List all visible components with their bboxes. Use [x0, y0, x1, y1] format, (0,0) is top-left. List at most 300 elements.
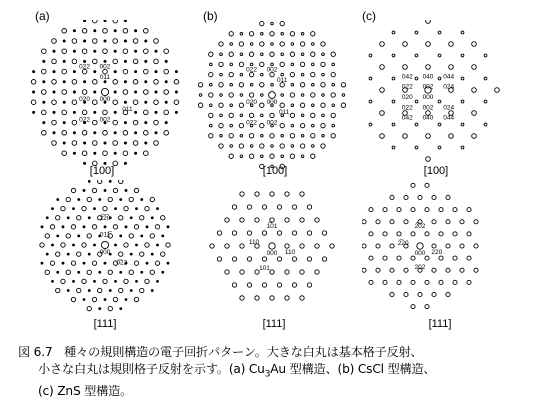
caption-text-3: (c) ZnS 型構造。: [38, 384, 133, 399]
diffraction-spot: [42, 49, 47, 54]
diffraction-spot: [390, 292, 394, 296]
diffraction-spot: [249, 134, 253, 138]
diffraction-spot: [362, 244, 366, 248]
diffraction-spot: [229, 134, 233, 138]
diffraction-spot: [315, 244, 319, 248]
diffraction-spot: [369, 280, 373, 284]
spot-index-label: 002: [99, 116, 111, 124]
spot-index-label: 2̅2̅0: [99, 215, 111, 222]
diffraction-spot: [98, 307, 101, 310]
diffraction-spot: [77, 271, 80, 274]
diffraction-spot: [467, 280, 471, 284]
diffraction-spot: [113, 188, 117, 192]
diffraction-spot: [134, 70, 137, 73]
diffraction-spot: [63, 142, 66, 145]
diffraction-spot: [261, 33, 264, 36]
diffraction-spot: [209, 52, 213, 56]
diffraction-spot: [219, 62, 223, 66]
zone-label-b: [100]: [262, 165, 288, 177]
diffraction-spot: [134, 152, 137, 155]
diffraction-spot: [322, 135, 325, 138]
diffraction-spot: [73, 50, 76, 53]
diffraction-spot: [449, 65, 454, 70]
diffraction-spot: [130, 253, 133, 256]
diffraction-spot: [472, 134, 477, 139]
diffraction-spot: [383, 208, 387, 212]
diffraction-spot: [261, 155, 264, 158]
diffraction-spot: [123, 29, 128, 34]
diffraction-spot: [119, 235, 122, 238]
diffraction-spot: [93, 244, 96, 247]
diffraction-spot: [474, 244, 478, 248]
diffraction-spot: [83, 142, 86, 145]
diffraction-spot: [311, 32, 315, 36]
diffraction-spot: [292, 231, 296, 235]
diffraction-spot: [104, 298, 107, 301]
spot-index-label: 1̅01: [266, 223, 278, 230]
diffraction-spot: [322, 231, 326, 235]
diffraction-spot: [210, 104, 213, 107]
spot-index-label: 020: [79, 96, 91, 103]
diffraction-spot: [230, 104, 233, 107]
spot-index-label: 022: [79, 116, 91, 124]
diffraction-spot: [144, 90, 149, 95]
diffraction-spot: [51, 207, 54, 210]
diffraction-spot: [103, 29, 108, 34]
diffraction-spot: [446, 220, 450, 224]
diffraction-spot: [369, 100, 372, 103]
diffraction-spot: [145, 279, 149, 283]
diffraction-spot: [144, 101, 147, 104]
diffraction-spot: [113, 120, 118, 125]
diffraction-spot: [240, 53, 243, 56]
diffraction-spot: [209, 113, 213, 117]
diffraction-spot: [300, 192, 304, 196]
diffraction-spot: [291, 84, 294, 87]
figure-caption: [18, 344, 533, 400]
diffraction-spot: [311, 154, 315, 158]
diffraction-spot: [217, 231, 221, 235]
diffraction-spot: [425, 305, 429, 309]
diffraction-spot: [255, 218, 259, 222]
diffraction-spot: [77, 235, 80, 238]
diffraction-spot: [134, 188, 138, 192]
spot-index-label: 011: [279, 109, 290, 117]
diffraction-spot: [154, 120, 159, 125]
diffraction-spot: [175, 111, 178, 114]
diffraction-pattern-b-100: [192, 20, 362, 170]
diffraction-spot: [432, 292, 436, 296]
diffraction-spot: [341, 103, 345, 107]
diffraction-spot: [140, 271, 143, 274]
diffraction-spot: [88, 289, 91, 292]
diffraction-spot: [240, 94, 243, 97]
diffraction-spot: [392, 123, 395, 126]
diffraction-spot: [230, 43, 233, 46]
diffraction-spot: [321, 83, 325, 87]
diffraction-spot: [300, 83, 304, 87]
diffraction-spot: [135, 207, 138, 210]
diffraction-spot: [50, 261, 54, 265]
diffraction-spot: [232, 257, 236, 261]
diffraction-spot: [341, 83, 345, 87]
diffraction-spot: [73, 29, 76, 32]
diffraction-spot: [484, 54, 487, 57]
spot-index-label: 202: [414, 264, 426, 271]
spot-index-label: 110: [248, 239, 260, 246]
diffraction-spot: [281, 94, 284, 97]
diffraction-spot: [52, 120, 57, 125]
diffraction-spot: [93, 91, 96, 94]
diffraction-spot: [53, 131, 56, 134]
diffraction-spot: [453, 208, 457, 212]
diffraction-spot: [144, 131, 149, 136]
diffraction-spot: [155, 261, 159, 265]
diffraction-spot: [144, 80, 147, 83]
diffraction-spot: [104, 40, 107, 43]
diffraction-spot: [262, 283, 266, 287]
diffraction-spot: [380, 111, 385, 116]
spot-index-label: 042: [401, 114, 413, 122]
diffraction-spot: [156, 244, 159, 247]
diffraction-spot: [239, 62, 243, 66]
diffraction-spot: [249, 52, 253, 56]
diffraction-spot: [93, 280, 96, 283]
diffraction-spot: [332, 84, 335, 87]
diffraction-spot: [453, 280, 457, 284]
diffraction-spot: [270, 113, 274, 117]
diffraction-spot: [210, 63, 213, 66]
diffraction-spot: [291, 63, 294, 66]
diffraction-spot: [165, 121, 168, 124]
diffraction-spot: [114, 111, 117, 114]
spot-index-label: 020: [246, 99, 258, 106]
diffraction-spot: [261, 114, 264, 117]
diffraction-spot: [291, 43, 294, 46]
diffraction-spot: [133, 39, 138, 44]
diffraction-spot: [63, 40, 66, 43]
diffraction-spot: [281, 73, 284, 76]
diffraction-spot: [446, 195, 450, 199]
spot-index-label: 020: [401, 94, 413, 101]
diffraction-spot: [311, 93, 315, 97]
diffraction-spot: [390, 244, 394, 248]
spot-index-label: 220: [431, 249, 443, 256]
diffraction-spot: [426, 20, 431, 23]
diffraction-spot: [300, 144, 304, 148]
spot-index-label: 002: [266, 66, 278, 74]
diffraction-spot: [62, 225, 65, 228]
caption-text-1: 種々の規則構造の電子回折パターン。大きな白丸は基本格子反射、: [64, 345, 423, 359]
diffraction-spot: [209, 93, 213, 97]
diffraction-spot: [92, 261, 96, 265]
diffraction-spot: [140, 235, 143, 238]
spot-index-label: 2̅02: [414, 223, 426, 230]
diffraction-spot: [129, 270, 133, 274]
diffraction-spot: [220, 73, 223, 76]
diffraction-spot: [133, 100, 138, 105]
diffraction-spot: [119, 252, 123, 256]
diffraction-spot: [240, 33, 243, 36]
diffraction-spot: [53, 91, 56, 94]
diffraction-spot: [369, 208, 373, 212]
diffraction-spot: [87, 234, 91, 238]
diffraction-spot: [403, 134, 408, 139]
diffraction-spot: [404, 292, 408, 296]
diffraction-spot: [219, 144, 223, 148]
diffraction-spot: [392, 146, 395, 149]
diffraction-spot: [301, 155, 304, 158]
diffraction-spot: [290, 52, 294, 56]
diffraction-spot: [432, 244, 436, 248]
diffraction-spot: [198, 83, 202, 87]
diffraction-spot: [271, 84, 274, 87]
diffraction-spot: [390, 195, 394, 199]
diffraction-spot: [113, 100, 118, 105]
diffraction-spot: [247, 231, 251, 235]
diffraction-spot: [472, 88, 477, 93]
diffraction-spot: [161, 216, 165, 220]
diffraction-spot: [124, 40, 127, 43]
diffraction-spot: [232, 283, 236, 287]
diffraction-spot: [72, 80, 77, 85]
diffraction-spot: [411, 208, 415, 212]
diffraction-spot: [82, 206, 86, 210]
diffraction-spot: [474, 220, 478, 224]
diffraction-spot: [472, 111, 477, 116]
diffraction-spot: [174, 100, 179, 105]
spot-index-label: 110: [284, 249, 296, 256]
diffraction-spot: [461, 123, 464, 126]
diffraction-spot: [322, 257, 326, 261]
diffraction-spot: [83, 20, 86, 22]
diffraction-spot: [62, 49, 67, 54]
diffraction-spot: [484, 77, 487, 80]
diffraction-spot: [161, 271, 164, 274]
diffraction-spot: [42, 80, 45, 83]
diffraction-spot: [130, 289, 133, 292]
diffraction-spot: [312, 145, 315, 148]
diffraction-spot: [151, 253, 154, 256]
diffraction-spot: [220, 135, 223, 138]
diffraction-spot: [124, 206, 128, 210]
diffraction-spot: [321, 42, 325, 46]
diffraction-spot: [467, 208, 471, 212]
spot-index-label: 022: [79, 63, 91, 71]
diffraction-spot: [73, 152, 76, 155]
diffraction-spot: [417, 243, 423, 249]
spot-index-label: 024: [443, 104, 455, 112]
diffraction-spot: [93, 20, 98, 23]
diffraction-spot: [369, 256, 373, 260]
diffraction-spot: [164, 90, 169, 95]
diffraction-spot: [114, 280, 117, 283]
diffraction-spot: [82, 279, 86, 283]
diffraction-spot: [271, 22, 274, 25]
diffraction-spot: [93, 111, 96, 114]
diffraction-spot: [123, 69, 128, 74]
diffraction-spot: [144, 60, 147, 63]
diffraction-spot: [397, 208, 401, 212]
diffraction-spot: [446, 292, 450, 296]
diffraction-spot: [415, 146, 418, 149]
diffraction-spot: [146, 225, 149, 228]
diffraction-spot: [331, 113, 335, 117]
diffraction-spot: [230, 63, 233, 66]
diffraction-spot: [133, 141, 138, 146]
diffraction-spot: [174, 80, 179, 85]
diffraction-spot: [219, 42, 223, 46]
diffraction-spot: [46, 253, 49, 256]
diffraction-spot: [51, 244, 54, 247]
diffraction-spot: [67, 216, 70, 219]
diffraction-spot: [270, 218, 274, 222]
diffraction-spot: [415, 77, 418, 80]
diffraction-spot: [53, 111, 56, 114]
spot-index-label: 022: [401, 83, 413, 91]
diffraction-spot: [134, 29, 137, 32]
spot-index-label: 000: [266, 99, 278, 106]
diffraction-spot: [104, 189, 107, 192]
diffraction-spot: [425, 183, 429, 187]
diffraction-spot: [77, 198, 80, 201]
diffraction-spot: [66, 270, 70, 274]
diffraction-spot: [62, 90, 67, 95]
diffraction-spot: [114, 91, 117, 94]
diffraction-spot: [104, 142, 107, 145]
diffraction-spot: [383, 280, 387, 284]
diffraction-spot: [71, 297, 75, 301]
diffraction-spot: [415, 123, 418, 126]
diffraction-spot: [291, 104, 294, 107]
diffraction-spot: [240, 218, 244, 222]
diffraction-spot: [269, 243, 275, 249]
diffraction-spot: [113, 59, 118, 64]
diffraction-spot: [77, 252, 81, 256]
diffraction-spot: [285, 192, 289, 196]
diffraction-spot: [426, 157, 431, 162]
diffraction-spot: [403, 65, 408, 70]
diffraction-spot: [93, 50, 96, 53]
diffraction-spot: [63, 60, 66, 63]
diffraction-spot: [113, 39, 118, 44]
panel-label-b: (b): [203, 9, 218, 23]
diffraction-spot: [249, 113, 253, 117]
diffraction-spot: [376, 244, 380, 248]
diffraction-spot: [150, 270, 154, 274]
diffraction-spot: [432, 220, 436, 224]
diffraction-spot: [403, 42, 408, 47]
diffraction-spot: [32, 91, 35, 94]
diffraction-spot: [369, 77, 372, 80]
diffraction-spot: [438, 31, 441, 34]
diffraction-spot: [290, 32, 294, 36]
diffraction-spot: [460, 268, 464, 272]
diffraction-spot: [113, 297, 117, 301]
diffraction-spot: [42, 69, 47, 74]
diffraction-spot: [52, 100, 57, 105]
diffraction-spot: [123, 131, 128, 136]
diffraction-spot: [145, 243, 149, 247]
diffraction-spot: [260, 21, 264, 25]
diffraction-spot: [154, 100, 159, 105]
diffraction-spot: [140, 288, 144, 292]
diffraction-spot: [83, 262, 86, 265]
diffraction-spot: [425, 232, 429, 236]
diffraction-spot: [392, 100, 395, 103]
diffraction-spot: [369, 54, 372, 57]
diffraction-spot: [93, 80, 98, 85]
diffraction-spot: [166, 243, 170, 247]
diffraction-spot: [322, 53, 325, 56]
diffraction-spot: [362, 220, 366, 224]
diffraction-spot: [229, 93, 233, 97]
diffraction-spot: [101, 88, 108, 95]
diffraction-spot: [369, 232, 373, 236]
diffraction-spot: [123, 90, 128, 95]
diffraction-spot: [249, 93, 253, 97]
diffraction-spot: [98, 271, 101, 274]
diffraction-spot: [311, 72, 315, 76]
diffraction-spot: [134, 297, 138, 301]
spot-index-label: 0̅22: [116, 259, 128, 267]
diffraction-spot: [280, 103, 284, 107]
diffraction-spot: [150, 197, 154, 201]
diffraction-spot: [134, 261, 138, 265]
diffraction-spot: [332, 104, 335, 107]
diffraction-spot: [331, 72, 335, 76]
diffraction-spot: [472, 65, 477, 70]
diffraction-spot: [300, 42, 304, 46]
diffraction-spot: [113, 80, 118, 85]
diffraction-spot: [135, 280, 138, 283]
diffraction-spot: [63, 101, 66, 104]
diffraction-spot: [156, 207, 159, 210]
diffraction-spot: [31, 100, 36, 105]
diffraction-spot: [432, 268, 436, 272]
diffraction-spot: [281, 135, 284, 138]
diffraction-spot: [67, 289, 70, 292]
diffraction-spot: [150, 234, 154, 238]
diffraction-spot: [93, 152, 96, 155]
diffraction-spot: [124, 279, 128, 283]
diffraction-spot: [453, 256, 457, 260]
diffraction-spot: [301, 33, 304, 36]
diffraction-spot: [240, 192, 244, 196]
diffraction-spot: [119, 180, 123, 184]
diffraction-spot: [104, 20, 107, 22]
diffraction-spot: [330, 244, 334, 248]
diffraction-spot: [229, 113, 233, 117]
caption-line-3: [18, 383, 533, 400]
diffraction-spot: [82, 151, 87, 156]
diffraction-spot: [280, 123, 284, 127]
diffraction-spot: [425, 256, 429, 260]
zone-label-a: [100]: [89, 165, 115, 177]
diffraction-spot: [300, 270, 304, 274]
diffraction-spot: [369, 123, 372, 126]
diffraction-spot: [51, 280, 54, 283]
diffraction-spot: [93, 29, 96, 32]
diffraction-spot: [93, 207, 96, 210]
diffraction-spot: [392, 54, 395, 57]
diffraction-spot: [240, 270, 244, 274]
diffraction-spot: [380, 88, 385, 93]
diffraction-spot: [144, 69, 149, 74]
diffraction-spot: [290, 113, 294, 117]
spot-index-label: 040: [422, 114, 434, 122]
spot-index-label: 044: [443, 114, 455, 122]
